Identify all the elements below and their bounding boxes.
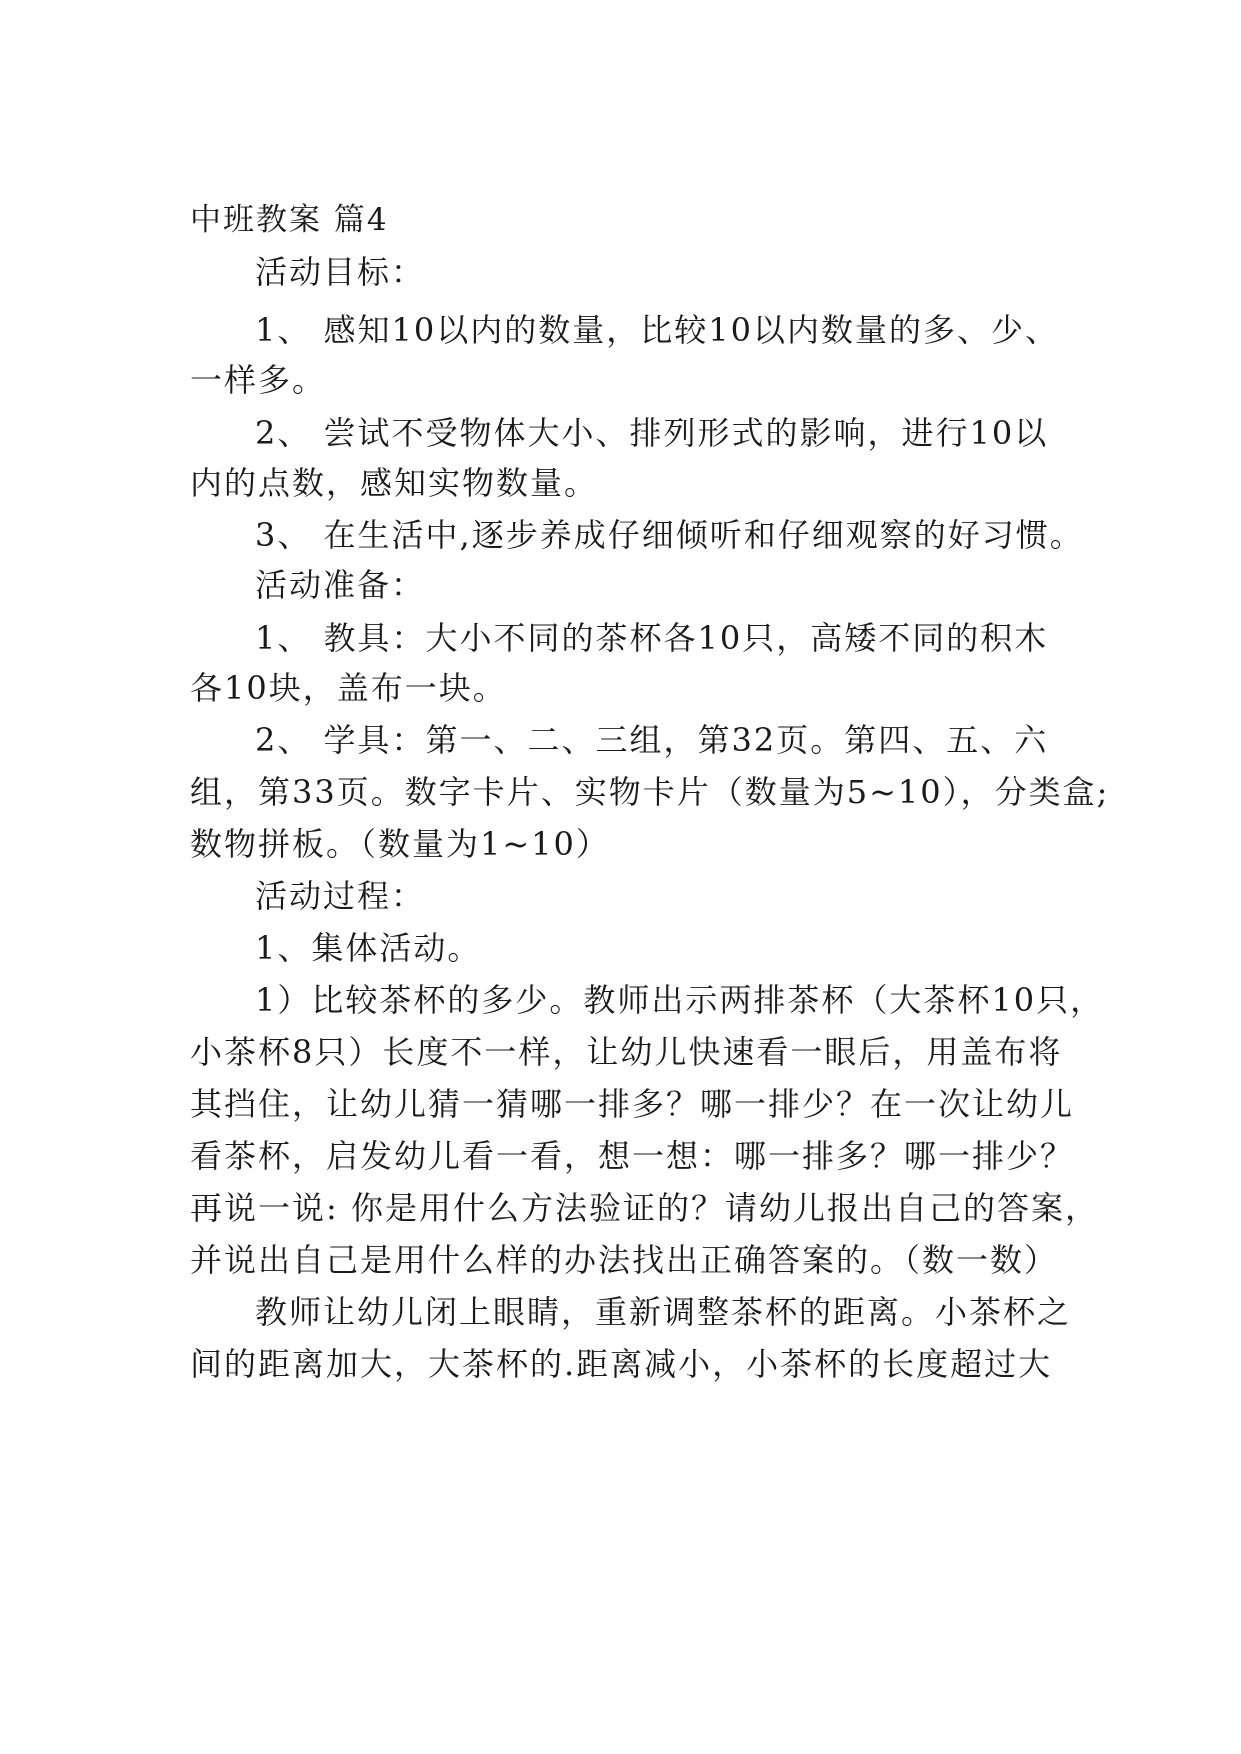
paragraph-line: 再说一说: 你是用什么方法验证的？请幼儿报出自己的答案， xyxy=(190,1189,1099,1227)
paragraph-line: 1、集体活动。 xyxy=(255,929,482,967)
section-heading-process: 活动过程： xyxy=(255,877,426,915)
paragraph-line: 一样多。 xyxy=(190,361,327,399)
paragraph-line: 教师让幼儿闭上眼睛，重新调整茶杯的距离。小茶杯之 xyxy=(255,1293,1072,1331)
paragraph-line: 其挡住，让幼儿猜一猜哪一排多？哪一排少？在一次让幼儿 xyxy=(190,1085,1075,1123)
paragraph-line: 各10块，盖布一块。 xyxy=(190,669,507,707)
paragraph-line: 并说出自己是用什么样的办法找出正确答案的。（数一数） xyxy=(190,1241,1059,1279)
document-title: 中班教案 篇4 xyxy=(190,202,389,238)
paragraph-line: 组，第33页。数字卡片、实物卡片（数量为5~10），分类盒; xyxy=(190,773,1110,811)
paragraph-line: 2、 学具：第一、二、三组，第32页。第四、五、六 xyxy=(255,721,1049,759)
paragraph-line: 1、 感知10以内的数量，比较10以内数量的多、少、 xyxy=(255,311,1059,349)
paragraph-line: 内的点数，感知实物数量。 xyxy=(190,464,599,502)
paragraph-line: 1、 教具：大小不同的茶杯各10只，高矮不同的积木 xyxy=(255,619,1049,657)
paragraph-line: 间的距离加大，大茶杯的.距离减小，小茶杯的长度超过大 xyxy=(190,1345,1053,1383)
paragraph-line: 2、 尝试不受物体大小、排列形式的影响，进行10以 xyxy=(255,414,1049,452)
paragraph-line: 小茶杯8只）长度不一样，让幼儿快速看一眼后，用盖布将 xyxy=(190,1033,1063,1071)
section-heading-preparation: 活动准备： xyxy=(255,566,426,604)
paragraph-line: 看茶杯，启发幼儿看一看，想一想：哪一排多？哪一排少？ xyxy=(190,1137,1075,1175)
paragraph-line: 数物拼板。（数量为1~10） xyxy=(190,825,610,863)
paragraph-line: 1）比较茶杯的多少。教师出示两排茶杯（大茶杯10只， xyxy=(255,981,1105,1019)
paragraph-line: 3、 在生活中,逐步养成仔细倾听和仔细观察的好习惯。 xyxy=(255,516,1084,554)
section-heading-goals: 活动目标： xyxy=(255,253,426,291)
